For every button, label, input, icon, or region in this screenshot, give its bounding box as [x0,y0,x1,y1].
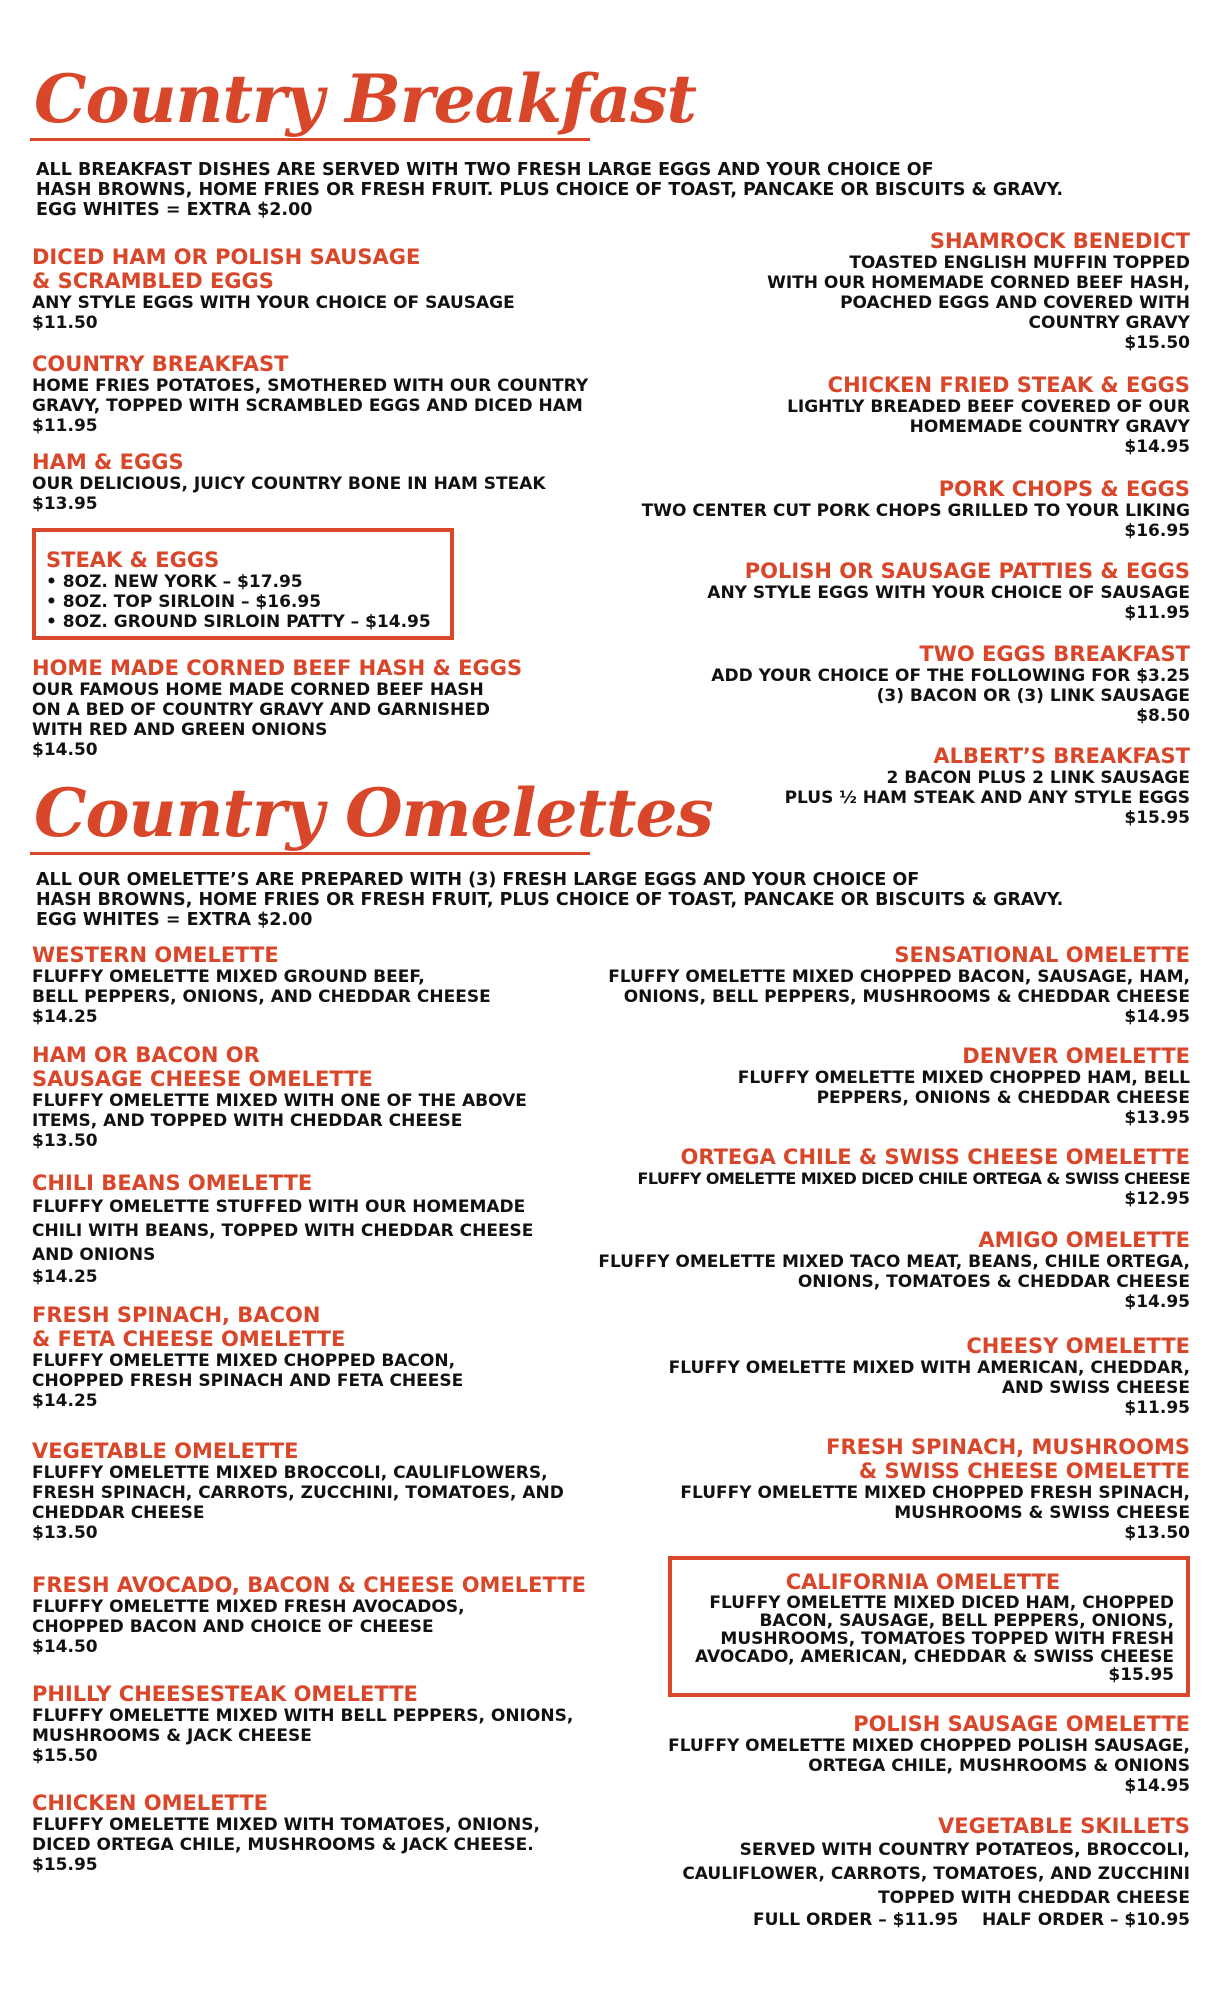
item-desc: FLUFFY OMELETTE MIXED CHOPPED BACON, [32,1351,456,1371]
item-desc: FLUFFY OMELETTE MIXED CHOPPED BACON, SAUSAGE, HAM, [608,967,1190,987]
item-name: VEGETABLE SKILLETS [938,1814,1190,1838]
item-desc: TWO CENTER CUT PORK CHOPS GRILLED TO YOUR LIKING [641,501,1190,521]
menu-item-shamrock-benedict [767,229,1190,353]
item-desc: FLUFFY OMELETTE MIXED TACO MEAT, BEANS, CHILE ORTEGA, [598,1252,1190,1272]
item-price: $13.50 [32,1523,98,1543]
item-desc: ADD YOUR CHOICE OF THE FOLLOWING FOR $3.25 [711,666,1190,686]
item-desc: OUR DELICIOUS, JUICY COUNTRY BONE IN HAM STEAK [32,474,546,494]
breakfast-title: Country Breakfast [34,60,696,138]
menu-item-country-breakfast [32,352,588,436]
item-name: PHILLY CHEESESTEAK OMELETTE [32,1682,418,1706]
item-desc: FLUFFY OMELETTE MIXED DICED CHILE ORTEGA & SWISS CHEESE [637,1169,1190,1188]
item-price: $11.50 [32,313,98,333]
intro-line: ALL OUR OMELETTE’S ARE PREPARED WITH (3) FRESH LARGE EGGS AND YOUR CHOICE OF [36,870,920,890]
item-name: FRESH AVOCADO, BACON & CHEESE OMELETTE [32,1573,586,1597]
menu-item-pork-chops [642,477,1190,541]
item-desc: ONIONS, BELL PEPPERS, MUSHROOMS & CHEDDAR CHEESE [623,987,1190,1007]
item-desc: HOMEMADE COUNTRY GRAVY [909,417,1190,437]
item-name: DICED HAM OR POLISH SAUSAGE [32,245,421,269]
menu-item-spinach-mushroom-swiss-omelette [680,1435,1190,1543]
item-desc: FLUFFY OMELETTE MIXED FRESH AVOCADOS, [32,1597,465,1617]
item-price: $14.95 [1124,1776,1190,1796]
item-price: $12.95 [1124,1189,1190,1209]
item-name: CHICKEN OMELETTE [32,1791,269,1815]
item-name: AMIGO OMELETTE [978,1228,1190,1252]
item-name: STEAK & EGGS [46,548,220,572]
menu-item-ortega-swiss-omelette [638,1145,1191,1209]
item-price: $14.95 [1124,437,1190,457]
item-name: COUNTRY BREAKFAST [32,352,289,376]
item-desc: FLUFFY OMELETTE MIXED CHOPPED HAM, BELL [737,1068,1190,1088]
item-name: POLISH OR SAUSAGE PATTIES & EGGS [744,559,1190,583]
item-desc: ONIONS, TOMATOES & CHEDDAR CHEESE [797,1272,1190,1292]
item-name: FRESH SPINACH, BACON [32,1303,321,1327]
menu-item-two-eggs-breakfast [711,642,1190,726]
item-name: HAM & EGGS [32,450,184,474]
intro-line: EGG WHITES = EXTRA $2.00 [36,910,313,930]
item-desc: ANY STYLE EGGS WITH YOUR CHOICE OF SAUSAGE [32,293,515,313]
item-name: TWO EGGS BREAKFAST [919,642,1190,666]
item-price: $8.50 [1136,706,1190,726]
item-price: $13.95 [32,494,98,514]
item-desc: WITH RED AND GREEN ONIONS [32,720,328,740]
item-price: $14.95 [1124,1007,1190,1027]
item-name: POLISH SAUSAGE OMELETTE [853,1712,1190,1736]
item-desc: FULL ORDER – $11.95 HALF ORDER – $10.95 [752,1910,1190,1930]
menu-item-spinach-bacon-feta-omelette [32,1303,463,1411]
item-desc: FLUFFY OMELETTE MIXED GROUND BEEF, [32,967,425,987]
item-desc: 2 BACON PLUS 2 LINK SAUSAGE [886,768,1190,788]
menu-item-vegetable-omelette [32,1439,564,1543]
menu-item-ham-eggs [32,450,546,514]
item-desc: FLUFFY OMELETTE STUFFED WITH OUR HOMEMADE [32,1197,526,1217]
item-desc: FLUFFY OMELETTE MIXED BROCCOLI, CAULIFLOWERS, [32,1463,548,1483]
item-price: $14.95 [1124,1292,1190,1312]
item-desc: • 8OZ. GROUND SIRLOIN PATTY – $14.95 [46,612,431,632]
item-desc: WITH OUR HOMEMADE CORNED BEEF HASH, [767,273,1190,293]
menu-item-corned-beef-hash [32,656,522,760]
item-desc: CHEDDAR CHEESE [32,1503,205,1523]
item-desc: • 8OZ. NEW YORK – $17.95 [46,572,303,592]
item-price: $13.50 [1124,1523,1190,1543]
item-desc: ORTEGA CHILE, MUSHROOMS & ONIONS [808,1756,1190,1776]
item-price: $13.95 [1124,1108,1190,1128]
intro-line: ALL BREAKFAST DISHES ARE SERVED WITH TWO FRESH LARGE EGGS AND YOUR CHOICE OF [36,160,934,180]
menu-item-denver-omelette [738,1044,1190,1128]
item-name: CHEESY OMELETTE [966,1334,1190,1358]
intro-line: EGG WHITES = EXTRA $2.00 [36,200,313,220]
menu-item-western-omelette [32,943,491,1027]
menu-item-steak-eggs-box [32,528,454,640]
item-desc: TOASTED ENGLISH MUFFIN TOPPED [849,253,1190,273]
item-desc: OUR FAMOUS HOME MADE CORNED BEEF HASH [32,680,484,700]
item-desc: FLUFFY OMELETTE MIXED CHOPPED POLISH SAUSAGE, [668,1736,1190,1756]
item-desc: CHOPPED FRESH SPINACH AND FETA CHEESE [32,1371,464,1391]
menu-item-vegetable-skillets [682,1814,1190,1930]
breakfast-intro [36,160,1064,220]
item-desc: HOME FRIES POTATOES, SMOTHERED WITH OUR COUNTRY [32,376,589,396]
item-desc: TOPPED WITH CHEDDAR CHEESE [878,1888,1190,1908]
item-price: $15.95 [32,1855,98,1875]
item-desc: BACON, SAUSAGE, BELL PEPPERS, ONIONS, [759,1611,1174,1631]
item-desc: FLUFFY OMELETTE MIXED WITH BELL PEPPERS, ONIONS, [32,1706,574,1726]
item-name: CHICKEN FRIED STEAK & EGGS [827,373,1190,397]
item-price: $15.95 [1108,1665,1174,1685]
item-desc: FLUFFY OMELETTE MIXED WITH AMERICAN, CHEDDAR, [668,1358,1190,1378]
item-name: SAUSAGE CHEESE OMELETTE [32,1067,373,1091]
item-price: $14.25 [32,1007,98,1027]
omelettes-title-underline [30,852,590,855]
menu-item-diced-ham [32,245,515,333]
item-desc: AND ONIONS [32,1245,156,1265]
item-name: VEGETABLE OMELETTE [32,1439,299,1463]
menu-item-polish-sausage-omelette [668,1712,1190,1796]
item-price: $15.95 [1124,808,1190,828]
item-price: $14.25 [32,1391,98,1411]
menu-item-polish-sausage-patties [707,559,1190,623]
item-price: $11.95 [1124,603,1190,623]
item-name: HOME MADE CORNED BEEF HASH & EGGS [32,656,523,680]
menu-item-chicken-fried-steak [787,373,1190,457]
menu-item-california-omelette-box [668,1556,1190,1697]
item-desc: CHOPPED BACON AND CHOICE OF CHEESE [32,1617,434,1637]
menu-item-chicken-omelette [32,1791,540,1875]
omelettes-intro [36,870,1064,930]
menu-item-avocado-bacon-cheese-omelette [32,1573,586,1657]
item-desc: AVOCADO, AMERICAN, CHEDDAR & SWISS CHEESE [694,1647,1174,1667]
item-desc: CAULIFLOWER, CARROTS, TOMATOES, AND ZUCCHINI [682,1864,1190,1884]
item-desc: (3) BACON OR (3) LINK SAUSAGE [876,686,1190,706]
item-price: $11.95 [1124,1398,1190,1418]
item-price: $16.95 [1124,521,1190,541]
item-desc: FLUFFY OMELETTE MIXED CHOPPED FRESH SPINACH, [680,1483,1190,1503]
item-name: SHAMROCK BENEDICT [929,229,1190,253]
item-desc: FLUFFY OMELETTE MIXED WITH ONE OF THE ABOVE [32,1091,527,1111]
menu-item-alberts-breakfast [785,744,1190,828]
item-desc: FLUFFY OMELETTE MIXED DICED HAM, CHOPPED [709,1593,1174,1613]
menu-item-philly-cheesesteak-omelette [32,1682,573,1766]
menu-item-cheesy-omelette [669,1334,1190,1418]
item-price: $14.50 [32,1637,98,1657]
item-desc: BELL PEPPERS, ONIONS, AND CHEDDAR CHEESE [32,987,491,1007]
item-desc: PLUS ½ HAM STEAK AND ANY STYLE EGGS [784,788,1190,808]
item-name: & FETA CHEESE OMELETTE [32,1327,346,1351]
item-desc: MUSHROOMS, TOMATOES TOPPED WITH FRESH [720,1629,1174,1649]
item-name: HAM OR BACON OR [32,1043,260,1067]
item-name: FRESH SPINACH, MUSHROOMS [826,1435,1190,1459]
item-desc: ANY STYLE EGGS WITH YOUR CHOICE OF SAUSAGE [707,583,1190,603]
breakfast-title-underline [30,138,590,141]
item-name: ORTEGA CHILE & SWISS CHEESE OMELETTE [680,1145,1190,1169]
item-desc: CHILI WITH BEANS, TOPPED WITH CHEDDAR CHEESE [32,1221,534,1241]
item-price: $15.50 [32,1746,98,1766]
item-desc: MUSHROOMS & JACK CHEESE [32,1726,312,1746]
item-price: $14.25 [32,1267,98,1287]
menu-item-amigo-omelette [598,1228,1190,1312]
item-name: & SWISS CHEESE OMELETTE [858,1459,1190,1483]
item-name: ALBERT’S BREAKFAST [933,744,1190,768]
menu-item-sensational-omelette [608,943,1190,1027]
item-desc: ITEMS, AND TOPPED WITH CHEDDAR CHEESE [32,1111,463,1131]
item-name: & SCRAMBLED EGGS [32,269,274,293]
item-price: $11.95 [32,416,98,436]
item-desc: FLUFFY OMELETTE MIXED WITH TOMATOES, ONIONS, [32,1815,540,1835]
intro-line: HASH BROWNS, HOME FRIES OR FRESH FRUIT, PLUS CHOICE OF TOAST, PANCAKE OR BISCUITS & GRAVY. [36,890,1064,910]
item-desc: COUNTRY GRAVY [1028,313,1190,333]
intro-line: HASH BROWNS, HOME FRIES OR FRESH FRUIT. PLUS CHOICE OF TOAST, PANCAKE OR BISCUITS & GRAVY. [36,180,1064,200]
item-price: $13.50 [32,1131,98,1151]
menu-item-chili-beans-omelette [32,1171,533,1287]
item-desc: MUSHROOMS & SWISS CHEESE [894,1503,1190,1523]
menu-item-ham-bacon-sausage-omelette [32,1043,527,1151]
omelettes-title: Country Omelettes [34,774,713,852]
item-desc: GRAVY, TOPPED WITH SCRAMBLED EGGS AND DICED HAM [32,396,583,416]
item-price: $14.50 [32,740,98,760]
item-desc: PEPPERS, ONIONS & CHEDDAR CHEESE [816,1088,1190,1108]
item-name: WESTERN OMELETTE [32,943,279,967]
item-desc: POACHED EGGS AND COVERED WITH [840,293,1190,313]
item-desc: DICED ORTEGA CHILE, MUSHROOMS & JACK CHEESE. [32,1835,534,1855]
item-desc: SERVED WITH COUNTRY POTATEOS, BROCCOLI, [739,1840,1190,1860]
item-name: CALIFORNIA OMELETTE [785,1570,1061,1594]
item-desc: ON A BED OF COUNTRY GRAVY AND GARNISHED [32,700,490,720]
item-name: CHILI BEANS OMELETTE [32,1171,313,1195]
item-name: PORK CHOPS & EGGS [938,477,1190,501]
item-name: DENVER OMELETTE [962,1044,1190,1068]
item-desc: AND SWISS CHEESE [1001,1378,1190,1398]
item-price: $15.50 [1124,333,1190,353]
item-desc: LIGHTLY BREADED BEEF COVERED OF OUR [787,397,1190,417]
item-desc: • 8OZ. TOP SIRLOIN – $16.95 [46,592,322,612]
item-name: SENSATIONAL OMELETTE [894,943,1190,967]
item-desc: FRESH SPINACH, CARROTS, ZUCCHINI, TOMATOES, AND [32,1483,564,1503]
